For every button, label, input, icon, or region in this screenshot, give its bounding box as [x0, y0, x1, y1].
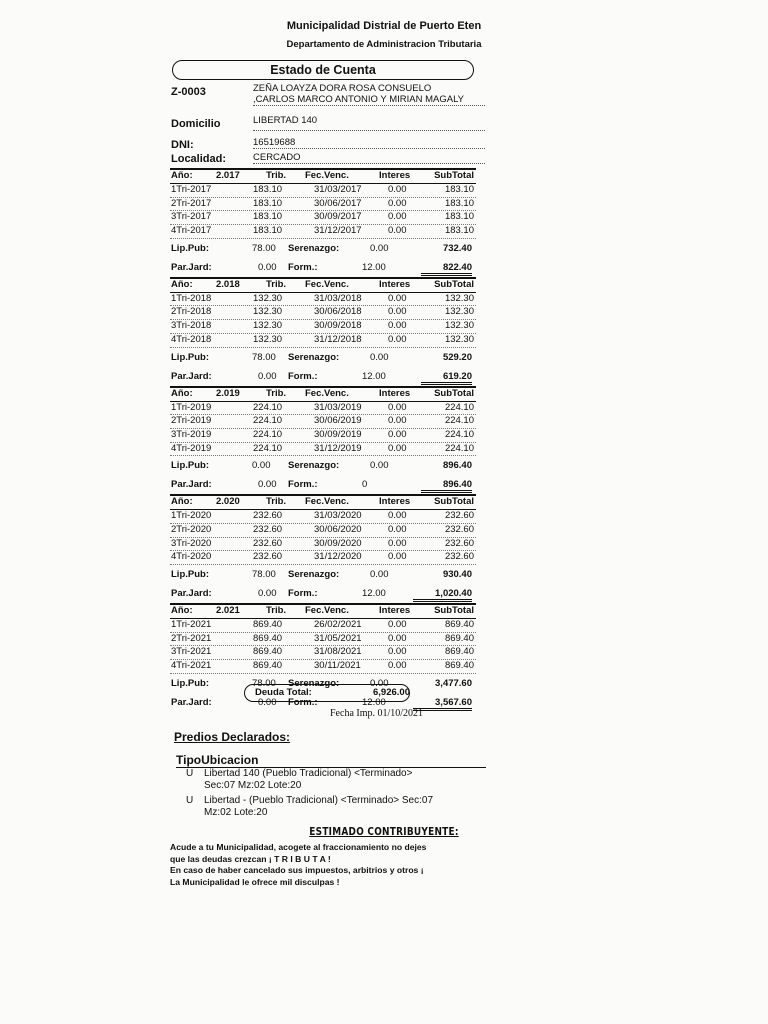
- table-row: [170, 334, 476, 348]
- form-label: Form.:: [288, 479, 318, 491]
- row-fec-venc: 30/11/2021: [314, 660, 361, 672]
- lip-pub-value: 78.00: [252, 569, 276, 580]
- predio-line1-1: Libertad 140 (Pueblo Tradicional) <Terminado>: [204, 768, 413, 779]
- sum-value: 529.20: [442, 351, 472, 363]
- row-interes: 0.00: [388, 660, 407, 672]
- predios-header: [176, 753, 486, 768]
- taxpayer-name-line2: ,CARLOS MARCO ANTONIO Y MIRIAN MAGALY: [253, 94, 485, 106]
- col-trib: Trib.: [266, 496, 287, 508]
- year-value: 2.018: [216, 278, 240, 290]
- lip-pub-label: Lip.Pub:: [171, 677, 209, 689]
- form-value: 12.00: [362, 370, 386, 382]
- table-row: [170, 633, 476, 647]
- table-row: [170, 211, 476, 225]
- form-label: Form.:: [288, 370, 318, 382]
- year-header: [170, 277, 476, 293]
- summary-lip-pub: [170, 456, 476, 475]
- row-fec-venc: 31/03/2018: [314, 292, 362, 304]
- col-trib: Trib.: [266, 278, 287, 290]
- localidad-label: Localidad:: [171, 153, 227, 165]
- serenazgo-value: 0.00: [370, 242, 389, 254]
- row-period: 2Tri-2017: [171, 197, 212, 209]
- notice-line-2: que las deudas crezcan ¡ T R I B U T A !: [170, 853, 331, 864]
- year-value: 2.021: [216, 605, 240, 616]
- predio-tipo-1: U: [186, 768, 194, 779]
- row-subtotal: 224.10: [444, 442, 474, 454]
- sum-value: 3,477.60: [435, 677, 472, 689]
- notice-title: ESTIMADO CONTRIBUYENTE:: [309, 826, 459, 838]
- row-interes: 0.00: [388, 184, 407, 195]
- par-jard-value: 0.00: [258, 261, 277, 273]
- form-label: Form.:: [288, 261, 318, 273]
- row-fec-venc: 30/09/2017: [314, 211, 362, 223]
- par-jard-value: 0.00: [258, 588, 277, 599]
- serenazgo-label: Serenazgo:: [288, 569, 340, 580]
- year-total: 3,567.60: [413, 697, 472, 711]
- col-trib: Trib.: [266, 605, 287, 616]
- row-trib: 869.40: [253, 646, 283, 658]
- table-row: [170, 306, 476, 320]
- localidad-value: CERCADO: [253, 152, 485, 164]
- row-trib: 224.10: [253, 442, 283, 454]
- row-period: 3Tri-2021: [171, 646, 212, 658]
- row-trib: 224.10: [253, 415, 283, 427]
- form-label: Form.:: [288, 696, 318, 708]
- serenazgo-label: Serenazgo:: [288, 242, 340, 254]
- par-jard-value: 0.00: [258, 696, 277, 708]
- table-row: [170, 225, 476, 239]
- row-interes: 0.00: [388, 646, 407, 658]
- serenazgo-label: Serenazgo:: [288, 351, 340, 363]
- col-fec-venc: Fec.Venc.: [305, 496, 349, 508]
- summary-par-jard: [170, 584, 476, 603]
- col-trib: Trib.: [266, 387, 287, 399]
- lip-pub-value: 78.00: [252, 242, 276, 254]
- row-period: 1Tri-2018: [171, 292, 212, 304]
- year-total: 619.20: [421, 371, 472, 385]
- row-subtotal: 869.40: [444, 660, 474, 672]
- par-jard-label: Par.Jard:: [171, 370, 212, 382]
- year-header: [170, 386, 476, 402]
- row-trib: 869.40: [253, 632, 283, 644]
- table-row: [170, 660, 476, 674]
- row-trib: 869.40: [253, 619, 283, 630]
- row-subtotal: 224.10: [444, 415, 474, 427]
- notice-line-1: Acude a tu Municipalidad, acogete al fraccionamiento no dejes: [170, 842, 427, 852]
- row-trib: 232.60: [253, 523, 283, 535]
- row-subtotal: 132.30: [444, 333, 474, 345]
- tipo-label: Tipo: [176, 753, 202, 767]
- row-period: 4Tri-2021: [171, 660, 212, 672]
- row-subtotal: 132.30: [444, 306, 474, 318]
- year-label: Año:: [171, 387, 193, 399]
- form-value: 12.00: [362, 261, 386, 273]
- year-label: Año:: [171, 496, 193, 508]
- par-jard-label: Par.Jard:: [171, 588, 212, 599]
- row-period: 4Tri-2018: [171, 333, 212, 345]
- row-period: 4Tri-2019: [171, 442, 212, 454]
- predio-line2-1: Sec:07 Mz:02 Lote:20: [204, 780, 302, 791]
- row-period: 1Tri-2017: [171, 184, 212, 195]
- row-fec-venc: 31/12/2020: [314, 551, 362, 563]
- row-subtotal: 232.60: [444, 551, 474, 563]
- row-period: 4Tri-2017: [171, 225, 212, 237]
- table-row: [170, 619, 476, 633]
- notice-message: [170, 842, 490, 888]
- row-interes: 0.00: [388, 619, 407, 630]
- lip-pub-value: 78.00: [252, 677, 276, 689]
- page-title: Estado de Cuenta: [270, 63, 376, 77]
- col-interes: Interes: [379, 605, 411, 616]
- serenazgo-value: 0.00: [370, 677, 389, 689]
- domicilio-value: LIBERTAD 140: [253, 115, 485, 131]
- col-fec-venc: Fec.Venc.: [305, 605, 349, 616]
- lip-pub-value: 0.00: [252, 460, 271, 472]
- row-subtotal: 232.60: [444, 510, 474, 522]
- notice-line-4: La Municipalidad le ofrece mil disculpas !: [170, 876, 340, 887]
- row-fec-venc: 30/06/2020: [314, 523, 362, 535]
- year-total: 822.40: [421, 262, 472, 276]
- predio-line1-2: Libertad - (Pueblo Tradicional) <Terminado> Sec:07: [204, 795, 434, 806]
- row-fec-venc: 30/09/2019: [314, 428, 362, 440]
- title-box: [172, 60, 474, 80]
- row-subtotal: 132.30: [444, 320, 474, 332]
- row-trib: 183.10: [253, 184, 283, 195]
- table-row: [170, 646, 476, 660]
- par-jard-value: 0.00: [258, 479, 277, 491]
- col-subtotal: SubTotal: [434, 170, 474, 181]
- row-period: 3Tri-2017: [171, 211, 212, 223]
- lip-pub-label: Lip.Pub:: [171, 351, 209, 363]
- row-subtotal: 183.10: [444, 184, 474, 195]
- ubicacion-label: Ubicacion: [201, 753, 259, 767]
- year-value: 2.017: [216, 170, 240, 181]
- predio-tipo-2: U: [186, 795, 194, 806]
- year-label: Año:: [171, 605, 193, 616]
- row-fec-venc: 31/08/2021: [314, 646, 362, 658]
- col-subtotal: SubTotal: [434, 496, 474, 508]
- serenazgo-value: 0.00: [370, 351, 389, 363]
- year-header: [170, 603, 476, 619]
- par-jard-value: 0.00: [258, 370, 277, 382]
- col-subtotal: SubTotal: [434, 605, 474, 616]
- table-row: [170, 551, 476, 565]
- row-fec-venc: 30/06/2019: [314, 415, 362, 427]
- row-interes: 0.00: [388, 197, 407, 209]
- row-trib: 232.60: [253, 510, 283, 522]
- col-fec-venc: Fec.Venc.: [305, 278, 349, 290]
- predio-line2-2: Mz:02 Lote:20: [204, 807, 268, 818]
- row-trib: 183.10: [253, 211, 283, 223]
- row-period: 2Tri-2018: [171, 306, 212, 318]
- row-fec-venc: 30/09/2020: [314, 537, 362, 549]
- deuda-total-value: 6,926.00: [373, 687, 410, 698]
- row-period: 1Tri-2020: [171, 510, 212, 522]
- row-interes: 0.00: [388, 292, 407, 304]
- serenazgo-value: 0.00: [370, 460, 389, 472]
- par-jard-label: Par.Jard:: [171, 696, 212, 708]
- row-trib: 183.10: [253, 197, 283, 209]
- year-total: 1,020.40: [413, 588, 472, 602]
- row-fec-venc: 31/12/2017: [314, 225, 362, 237]
- summary-par-jard: [170, 367, 476, 386]
- deuda-total-label: Deuda Total:: [255, 687, 312, 698]
- serenazgo-value: 0.00: [370, 569, 389, 580]
- table-row: [170, 320, 476, 334]
- row-subtotal: 224.10: [444, 401, 474, 413]
- dni-value: 16519688: [253, 137, 485, 149]
- serenazgo-label: Serenazgo:: [288, 460, 340, 472]
- row-interes: 0.00: [388, 428, 407, 440]
- table-row: [170, 293, 476, 307]
- table-row: [170, 538, 476, 552]
- row-interes: 0.00: [388, 333, 407, 345]
- notice-line-3: En caso de haber cancelado sus impuestos, arbitrios y otros ¡: [170, 865, 424, 875]
- row-interes: 0.00: [388, 401, 407, 413]
- row-fec-venc: 30/09/2018: [314, 320, 362, 332]
- row-interes: 0.00: [388, 442, 407, 454]
- table-row: [170, 402, 476, 416]
- year-value: 2.019: [216, 387, 240, 399]
- row-trib: 183.10: [253, 225, 283, 237]
- row-fec-venc: 30/06/2018: [314, 306, 362, 318]
- col-subtotal: SubTotal: [434, 278, 474, 290]
- row-trib: 869.40: [253, 660, 283, 672]
- sum-value: 896.40: [442, 460, 472, 472]
- year-block: [170, 386, 476, 495]
- sum-value: 930.40: [442, 569, 472, 580]
- table-row: [170, 510, 476, 524]
- row-trib: 132.30: [253, 320, 283, 332]
- table-row: [170, 524, 476, 538]
- col-interes: Interes: [379, 387, 411, 399]
- row-trib: 224.10: [253, 401, 283, 413]
- row-subtotal: 869.40: [444, 619, 474, 630]
- row-trib: 232.60: [253, 551, 283, 563]
- row-subtotal: 224.10: [444, 428, 474, 440]
- row-fec-venc: 31/03/2017: [314, 184, 362, 195]
- row-fec-venc: 31/05/2021: [314, 632, 362, 644]
- row-interes: 0.00: [388, 551, 407, 563]
- row-subtotal: 232.60: [444, 537, 474, 549]
- taxpayer-code: Z-0003: [171, 86, 206, 98]
- row-interes: 0.00: [388, 523, 407, 535]
- year-total: 896.40: [421, 479, 472, 493]
- row-subtotal: 132.30: [444, 292, 474, 304]
- row-trib: 232.60: [253, 537, 283, 549]
- form-value: 12.00: [362, 588, 386, 599]
- table-row: [170, 198, 476, 212]
- year-block: [170, 168, 476, 277]
- col-trib: Trib.: [266, 170, 287, 181]
- municipality-name: Municipalidad Distrial de Puerto Eten: [286, 20, 482, 32]
- row-period: 4Tri-2020: [171, 551, 212, 563]
- summary-lip-pub: [170, 348, 476, 367]
- form-label: Form.:: [288, 588, 318, 599]
- lip-pub-label: Lip.Pub:: [171, 460, 209, 472]
- row-fec-venc: 26/02/2021: [314, 619, 362, 630]
- col-subtotal: SubTotal: [434, 387, 474, 399]
- year-header: [170, 494, 476, 510]
- row-interes: 0.00: [388, 415, 407, 427]
- year-header: [170, 168, 476, 184]
- sum-value: 732.40: [442, 242, 472, 254]
- fecha-impresion: Fecha Imp. 01/10/2021: [330, 708, 424, 719]
- table-row: [170, 443, 476, 457]
- lip-pub-label: Lip.Pub:: [171, 242, 209, 254]
- row-period: 3Tri-2020: [171, 537, 212, 549]
- table-row: [170, 429, 476, 443]
- row-interes: 0.00: [388, 320, 407, 332]
- year-block: [170, 494, 476, 603]
- row-fec-venc: 31/12/2018: [314, 333, 362, 345]
- row-interes: 0.00: [388, 510, 407, 522]
- row-interes: 0.00: [388, 632, 407, 644]
- col-fec-venc: Fec.Venc.: [305, 387, 349, 399]
- year-label: Año:: [171, 278, 193, 290]
- summary-par-jard: [170, 475, 476, 494]
- row-trib: 224.10: [253, 428, 283, 440]
- row-subtotal: 869.40: [444, 632, 474, 644]
- row-subtotal: 869.40: [444, 646, 474, 658]
- row-interes: 0.00: [388, 211, 407, 223]
- row-period: 1Tri-2021: [171, 619, 212, 630]
- year-label: Año:: [171, 170, 193, 181]
- summary-lip-pub: [170, 565, 476, 584]
- row-interes: 0.00: [388, 225, 407, 237]
- row-fec-venc: 31/03/2020: [314, 510, 362, 522]
- dni-label: DNI:: [171, 139, 194, 151]
- row-period: 1Tri-2019: [171, 401, 212, 413]
- row-period: 2Tri-2021: [171, 632, 212, 644]
- row-trib: 132.30: [253, 306, 283, 318]
- row-fec-venc: 31/03/2019: [314, 401, 362, 413]
- summary-lip-pub: [170, 239, 476, 258]
- row-interes: 0.00: [388, 537, 407, 549]
- form-value: 0: [362, 479, 368, 491]
- form-value: 12.00: [362, 696, 386, 708]
- par-jard-label: Par.Jard:: [171, 261, 212, 273]
- lip-pub-label: Lip.Pub:: [171, 569, 209, 580]
- row-period: 2Tri-2020: [171, 523, 212, 535]
- taxpayer-name-line1: ZEÑA LOAYZA DORA ROSA CONSUELO: [253, 83, 432, 94]
- row-trib: 132.30: [253, 333, 283, 345]
- row-period: 3Tri-2018: [171, 320, 212, 332]
- predios-title: Predios Declarados:: [174, 730, 291, 744]
- domicilio-label: Domicilio: [171, 118, 221, 130]
- row-fec-venc: 30/06/2017: [314, 197, 362, 209]
- col-interes: Interes: [379, 278, 411, 290]
- row-interes: 0.00: [388, 306, 407, 318]
- year-block: [170, 277, 476, 386]
- department-name: Departamento de Administracion Tributaria: [286, 39, 482, 50]
- row-period: 3Tri-2019: [171, 428, 212, 440]
- par-jard-label: Par.Jard:: [171, 479, 212, 491]
- row-subtotal: 183.10: [444, 197, 474, 209]
- year-value: 2.020: [216, 496, 240, 508]
- row-subtotal: 232.60: [444, 523, 474, 535]
- year-blocks: [170, 168, 476, 712]
- table-row: [170, 184, 476, 198]
- lip-pub-value: 78.00: [252, 351, 276, 363]
- table-row: [170, 415, 476, 429]
- col-interes: Interes: [379, 170, 411, 181]
- col-interes: Interes: [379, 496, 411, 508]
- row-period: 2Tri-2019: [171, 415, 212, 427]
- summary-par-jard: [170, 258, 476, 277]
- row-trib: 132.30: [253, 292, 283, 304]
- row-subtotal: 183.10: [444, 211, 474, 223]
- deuda-total-box: [244, 684, 410, 702]
- serenazgo-label: Serenazgo:: [288, 677, 340, 689]
- row-fec-venc: 31/12/2019: [314, 442, 362, 454]
- col-fec-venc: Fec.Venc.: [305, 170, 349, 181]
- row-subtotal: 183.10: [444, 225, 474, 237]
